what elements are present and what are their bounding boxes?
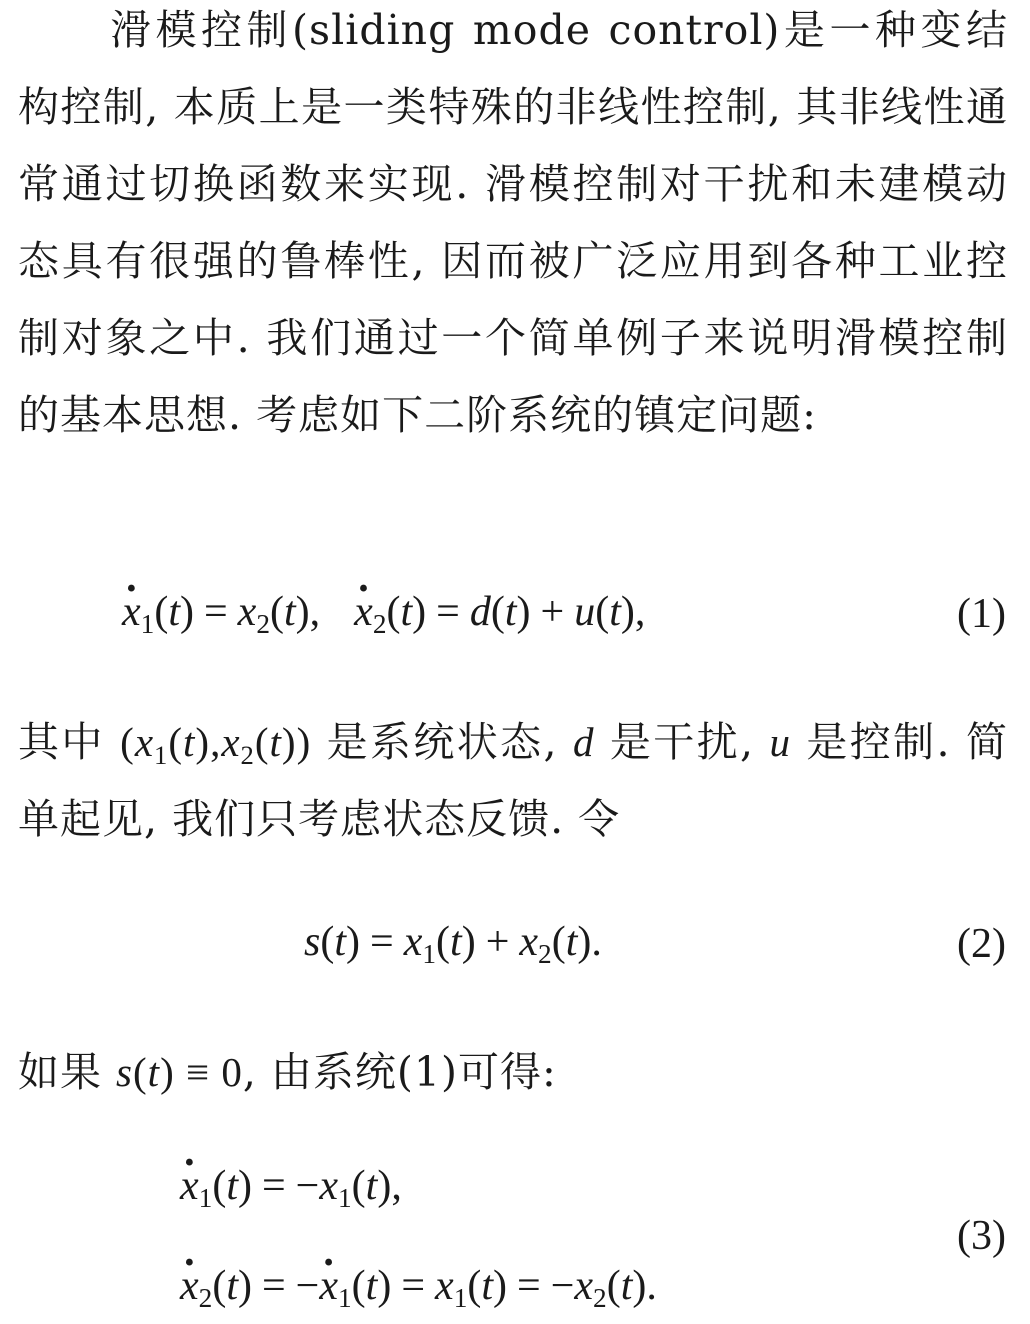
p3-text-b: , 由系统(1)可得: <box>242 1048 557 1096</box>
equation-3-number: (3) <box>957 1213 1006 1259</box>
equation-3-line-1: · $x_1(t) = -x_1(t)$, <box>180 1162 402 1210</box>
p3-text-a: 如果 <box>18 1048 102 1096</box>
intro-paragraph: 滑模控制(sliding mode control)是一种变结构控制, 本质上是一类特殊的非线性控制, 其非线性通常通过切换函数来实现. 滑模控制对干扰和未建模动态具有很强的鲁棒性, 因而被广泛应用到各种工业控制对象之中. 我们通过一个简单例子来说明滑模控制的基本思想. 考虑如下二阶系统的镇定问题: <box>18 6 1008 439</box>
control-symbol: u <box>769 719 791 765</box>
equation-3-line-2: · $x_2(t)$ = −· $x_1(t) = x_1(t) = -x_2(t)$. <box>180 1262 657 1310</box>
equation-2-number: (2) <box>957 921 1006 967</box>
p2-text-a: 其中 <box>18 718 105 766</box>
equation-1: · $x_1(t) = x_2(t),\cdot x_2(t) = d(t) + u(t)$, <box>122 588 645 636</box>
disturbance-symbol: d <box>572 719 595 765</box>
sliding-condition-math: s(t) ≡ 0 <box>116 1049 243 1095</box>
equation-1-number: (1) <box>957 591 1006 637</box>
p2-text-c: 是干扰, <box>609 718 755 766</box>
state-vector-math: $(x_1(t),x_2(t))$ <box>120 719 312 770</box>
p2-text-d: 是控制. 简单起见, 我们只考虑状态反馈. 令 <box>18 718 1008 843</box>
p2-text-b: 是系统状态, <box>326 718 558 766</box>
equation-2: $s(t) = x_1(t) + x_2(t)$. <box>304 919 602 970</box>
condition-paragraph <box>18 1034 1008 1111</box>
state-paragraph <box>18 704 1008 858</box>
